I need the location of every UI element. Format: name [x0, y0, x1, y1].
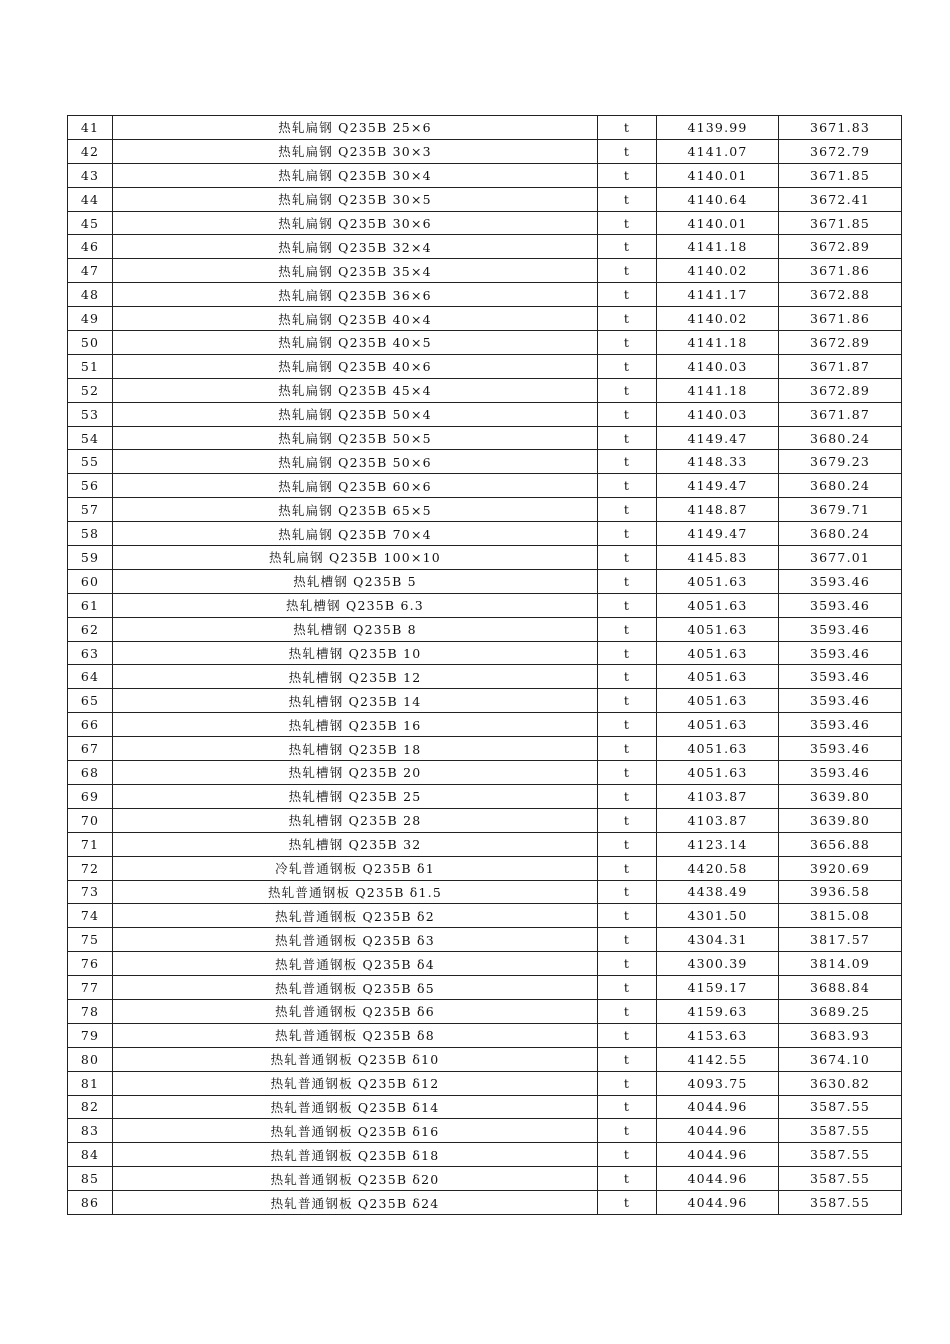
material-name-cell: 热轧扁钢 Q235B 30×4: [113, 163, 598, 187]
material-name-cell: 热轧普通钢板 Q235B δ5: [113, 976, 598, 1000]
price-tax-included-cell: 4149.47: [657, 426, 779, 450]
row-number-cell: 59: [68, 546, 113, 570]
price-tax-excluded-cell: 3936.58: [779, 880, 902, 904]
price-tax-included-cell: 4140.03: [657, 354, 779, 378]
row-number-cell: 84: [68, 1143, 113, 1167]
price-tax-included-cell: 4141.18: [657, 378, 779, 402]
material-name-cell: 热轧扁钢 Q235B 50×6: [113, 450, 598, 474]
unit-cell: t: [598, 402, 657, 426]
price-tax-included-cell: 4159.63: [657, 999, 779, 1023]
material-name-cell: 热轧普通钢板 Q235B δ14: [113, 1095, 598, 1119]
unit-cell: t: [598, 1119, 657, 1143]
unit-cell: t: [598, 904, 657, 928]
material-name-cell: 热轧扁钢 Q235B 50×4: [113, 402, 598, 426]
unit-cell: t: [598, 474, 657, 498]
price-tax-excluded-cell: 3593.46: [779, 737, 902, 761]
price-tax-excluded-cell: 3671.85: [779, 163, 902, 187]
price-tax-excluded-cell: 3815.08: [779, 904, 902, 928]
unit-cell: t: [598, 378, 657, 402]
price-tax-excluded-cell: 3680.24: [779, 426, 902, 450]
table-row: [68, 116, 902, 140]
price-tax-excluded-cell: 3587.55: [779, 1167, 902, 1191]
row-number-cell: 62: [68, 617, 113, 641]
price-tax-included-cell: 4140.02: [657, 259, 779, 283]
price-tax-excluded-cell: 3593.46: [779, 569, 902, 593]
unit-cell: t: [598, 498, 657, 522]
price-tax-excluded-cell: 3587.55: [779, 1143, 902, 1167]
unit-cell: t: [598, 856, 657, 880]
table-row: [68, 1047, 902, 1071]
material-price-table: [67, 115, 902, 1215]
unit-cell: t: [598, 426, 657, 450]
table-row: [68, 307, 902, 331]
price-tax-included-cell: 4051.63: [657, 689, 779, 713]
unit-cell: t: [598, 450, 657, 474]
table-row: [68, 713, 902, 737]
material-name-cell: 热轧普通钢板 Q235B δ18: [113, 1143, 598, 1167]
table-row: [68, 808, 902, 832]
price-tax-included-cell: 4103.87: [657, 808, 779, 832]
material-name-cell: 热轧槽钢 Q235B 25: [113, 784, 598, 808]
price-tax-excluded-cell: 3639.80: [779, 808, 902, 832]
material-name-cell: 热轧扁钢 Q235B 100×10: [113, 546, 598, 570]
row-number-cell: 70: [68, 808, 113, 832]
row-number-cell: 64: [68, 665, 113, 689]
price-tax-included-cell: 4051.63: [657, 569, 779, 593]
row-number-cell: 55: [68, 450, 113, 474]
unit-cell: t: [598, 617, 657, 641]
material-name-cell: 热轧扁钢 Q235B 45×4: [113, 378, 598, 402]
material-name-cell: 冷轧普通钢板 Q235B δ1: [113, 856, 598, 880]
unit-cell: t: [598, 999, 657, 1023]
unit-cell: t: [598, 1071, 657, 1095]
table-row: [68, 1095, 902, 1119]
price-tax-included-cell: 4139.99: [657, 116, 779, 140]
row-number-cell: 58: [68, 522, 113, 546]
row-number-cell: 69: [68, 784, 113, 808]
table-row: [68, 546, 902, 570]
unit-cell: t: [598, 641, 657, 665]
unit-cell: t: [598, 713, 657, 737]
unit-cell: t: [598, 522, 657, 546]
price-tax-excluded-cell: 3593.46: [779, 617, 902, 641]
price-tax-excluded-cell: 3680.24: [779, 522, 902, 546]
material-name-cell: 热轧扁钢 Q235B 60×6: [113, 474, 598, 498]
material-name-cell: 热轧槽钢 Q235B 32: [113, 832, 598, 856]
unit-cell: t: [598, 283, 657, 307]
price-tax-included-cell: 4140.01: [657, 211, 779, 235]
row-number-cell: 56: [68, 474, 113, 498]
price-tax-excluded-cell: 3593.46: [779, 593, 902, 617]
unit-cell: t: [598, 1047, 657, 1071]
price-tax-included-cell: 4051.63: [657, 761, 779, 785]
price-tax-excluded-cell: 3671.83: [779, 116, 902, 140]
table-row: [68, 761, 902, 785]
price-tax-excluded-cell: 3587.55: [779, 1191, 902, 1215]
price-tax-included-cell: 4304.31: [657, 928, 779, 952]
row-number-cell: 74: [68, 904, 113, 928]
row-number-cell: 45: [68, 211, 113, 235]
table-row: [68, 976, 902, 1000]
row-number-cell: 50: [68, 331, 113, 355]
table-row: [68, 498, 902, 522]
material-name-cell: 热轧普通钢板 Q235B δ16: [113, 1119, 598, 1143]
table-row: [68, 283, 902, 307]
material-name-cell: 热轧槽钢 Q235B 14: [113, 689, 598, 713]
price-tax-included-cell: 4141.18: [657, 331, 779, 355]
material-name-cell: 热轧扁钢 Q235B 65×5: [113, 498, 598, 522]
material-name-cell: 热轧普通钢板 Q235B δ12: [113, 1071, 598, 1095]
price-tax-excluded-cell: 3679.71: [779, 498, 902, 522]
price-tax-excluded-cell: 3677.01: [779, 546, 902, 570]
price-tax-excluded-cell: 3639.80: [779, 784, 902, 808]
price-tax-included-cell: 4141.18: [657, 235, 779, 259]
unit-cell: t: [598, 331, 657, 355]
material-name-cell: 热轧扁钢 Q235B 36×6: [113, 283, 598, 307]
table-row: [68, 331, 902, 355]
price-tax-included-cell: 4140.02: [657, 307, 779, 331]
table-row: [68, 1119, 902, 1143]
table-row: [68, 426, 902, 450]
row-number-cell: 68: [68, 761, 113, 785]
row-number-cell: 75: [68, 928, 113, 952]
material-name-cell: 热轧普通钢板 Q235B δ10: [113, 1047, 598, 1071]
price-tax-excluded-cell: 3671.86: [779, 307, 902, 331]
price-tax-excluded-cell: 3679.23: [779, 450, 902, 474]
price-tax-excluded-cell: 3593.46: [779, 665, 902, 689]
price-tax-excluded-cell: 3672.41: [779, 187, 902, 211]
table-row: [68, 665, 902, 689]
table-body: [68, 116, 902, 1215]
price-tax-excluded-cell: 3593.46: [779, 761, 902, 785]
row-number-cell: 51: [68, 354, 113, 378]
row-number-cell: 83: [68, 1119, 113, 1143]
price-tax-included-cell: 4051.63: [657, 593, 779, 617]
price-tax-included-cell: 4103.87: [657, 784, 779, 808]
unit-cell: t: [598, 187, 657, 211]
unit-cell: t: [598, 235, 657, 259]
table-row: [68, 474, 902, 498]
price-tax-included-cell: 4149.47: [657, 522, 779, 546]
table-row: [68, 378, 902, 402]
row-number-cell: 82: [68, 1095, 113, 1119]
unit-cell: t: [598, 832, 657, 856]
table-row: [68, 999, 902, 1023]
row-number-cell: 60: [68, 569, 113, 593]
price-tax-included-cell: 4159.17: [657, 976, 779, 1000]
unit-cell: t: [598, 1143, 657, 1167]
price-tax-included-cell: 4145.83: [657, 546, 779, 570]
table-row: [68, 832, 902, 856]
row-number-cell: 53: [68, 402, 113, 426]
table-row: [68, 235, 902, 259]
unit-cell: t: [598, 761, 657, 785]
table-row: [68, 952, 902, 976]
price-tax-included-cell: 4301.50: [657, 904, 779, 928]
unit-cell: t: [598, 784, 657, 808]
row-number-cell: 42: [68, 139, 113, 163]
unit-cell: t: [598, 808, 657, 832]
table-row: [68, 928, 902, 952]
price-tax-included-cell: 4140.01: [657, 163, 779, 187]
price-tax-included-cell: 4420.58: [657, 856, 779, 880]
row-number-cell: 85: [68, 1167, 113, 1191]
table-row: [68, 354, 902, 378]
table-row: [68, 259, 902, 283]
row-number-cell: 48: [68, 283, 113, 307]
price-tax-included-cell: 4438.49: [657, 880, 779, 904]
table-row: [68, 450, 902, 474]
unit-cell: t: [598, 211, 657, 235]
unit-cell: t: [598, 976, 657, 1000]
table-row: [68, 187, 902, 211]
unit-cell: t: [598, 928, 657, 952]
price-tax-excluded-cell: 3671.85: [779, 211, 902, 235]
material-name-cell: 热轧槽钢 Q235B 6.3: [113, 593, 598, 617]
row-number-cell: 81: [68, 1071, 113, 1095]
unit-cell: t: [598, 546, 657, 570]
row-number-cell: 66: [68, 713, 113, 737]
row-number-cell: 80: [68, 1047, 113, 1071]
price-tax-excluded-cell: 3689.25: [779, 999, 902, 1023]
row-number-cell: 47: [68, 259, 113, 283]
row-number-cell: 49: [68, 307, 113, 331]
unit-cell: t: [598, 116, 657, 140]
material-name-cell: 热轧扁钢 Q235B 25×6: [113, 116, 598, 140]
material-name-cell: 热轧普通钢板 Q235B δ2: [113, 904, 598, 928]
table-row: [68, 784, 902, 808]
material-name-cell: 热轧普通钢板 Q235B δ1.5: [113, 880, 598, 904]
material-name-cell: 热轧普通钢板 Q235B δ4: [113, 952, 598, 976]
table-row: [68, 593, 902, 617]
table-row: [68, 1143, 902, 1167]
price-tax-included-cell: 4300.39: [657, 952, 779, 976]
row-number-cell: 44: [68, 187, 113, 211]
price-tax-included-cell: 4142.55: [657, 1047, 779, 1071]
material-name-cell: 热轧扁钢 Q235B 40×4: [113, 307, 598, 331]
table-row: [68, 1023, 902, 1047]
price-tax-included-cell: 4044.96: [657, 1095, 779, 1119]
material-name-cell: 热轧扁钢 Q235B 35×4: [113, 259, 598, 283]
table-row: [68, 1167, 902, 1191]
material-name-cell: 热轧槽钢 Q235B 18: [113, 737, 598, 761]
row-number-cell: 46: [68, 235, 113, 259]
row-number-cell: 63: [68, 641, 113, 665]
price-tax-excluded-cell: 3656.88: [779, 832, 902, 856]
material-name-cell: 热轧扁钢 Q235B 40×6: [113, 354, 598, 378]
price-tax-included-cell: 4051.63: [657, 737, 779, 761]
price-tax-included-cell: 4044.96: [657, 1143, 779, 1167]
price-tax-excluded-cell: 3817.57: [779, 928, 902, 952]
price-tax-excluded-cell: 3672.79: [779, 139, 902, 163]
price-tax-excluded-cell: 3814.09: [779, 952, 902, 976]
price-tax-excluded-cell: 3671.87: [779, 402, 902, 426]
unit-cell: t: [598, 1023, 657, 1047]
price-tax-included-cell: 4148.33: [657, 450, 779, 474]
material-name-cell: 热轧槽钢 Q235B 16: [113, 713, 598, 737]
price-tax-excluded-cell: 3672.89: [779, 378, 902, 402]
price-tax-included-cell: 4141.07: [657, 139, 779, 163]
table-row: [68, 402, 902, 426]
unit-cell: t: [598, 593, 657, 617]
row-number-cell: 65: [68, 689, 113, 713]
row-number-cell: 43: [68, 163, 113, 187]
price-tax-included-cell: 4140.64: [657, 187, 779, 211]
price-tax-excluded-cell: 3674.10: [779, 1047, 902, 1071]
row-number-cell: 73: [68, 880, 113, 904]
row-number-cell: 41: [68, 116, 113, 140]
material-name-cell: 热轧槽钢 Q235B 10: [113, 641, 598, 665]
unit-cell: t: [598, 737, 657, 761]
unit-cell: t: [598, 1095, 657, 1119]
unit-cell: t: [598, 569, 657, 593]
table-row: [68, 880, 902, 904]
price-tax-included-cell: 4123.14: [657, 832, 779, 856]
unit-cell: t: [598, 1191, 657, 1215]
material-name-cell: 热轧扁钢 Q235B 40×5: [113, 331, 598, 355]
price-tax-included-cell: 4149.47: [657, 474, 779, 498]
material-name-cell: 热轧扁钢 Q235B 30×6: [113, 211, 598, 235]
row-number-cell: 72: [68, 856, 113, 880]
material-name-cell: 热轧普通钢板 Q235B δ24: [113, 1191, 598, 1215]
price-tax-included-cell: 4051.63: [657, 665, 779, 689]
unit-cell: t: [598, 259, 657, 283]
price-tax-included-cell: 4141.17: [657, 283, 779, 307]
row-number-cell: 76: [68, 952, 113, 976]
table-row: [68, 211, 902, 235]
material-name-cell: 热轧槽钢 Q235B 12: [113, 665, 598, 689]
table-row: [68, 904, 902, 928]
price-tax-excluded-cell: 3920.69: [779, 856, 902, 880]
row-number-cell: 52: [68, 378, 113, 402]
price-tax-excluded-cell: 3672.88: [779, 283, 902, 307]
price-sheet: [67, 115, 901, 1215]
price-tax-excluded-cell: 3593.46: [779, 713, 902, 737]
price-tax-excluded-cell: 3672.89: [779, 331, 902, 355]
material-name-cell: 热轧普通钢板 Q235B δ6: [113, 999, 598, 1023]
row-number-cell: 79: [68, 1023, 113, 1047]
table-row: [68, 569, 902, 593]
row-number-cell: 71: [68, 832, 113, 856]
unit-cell: t: [598, 880, 657, 904]
row-number-cell: 57: [68, 498, 113, 522]
unit-cell: t: [598, 689, 657, 713]
material-name-cell: 热轧扁钢 Q235B 70×4: [113, 522, 598, 546]
price-tax-excluded-cell: 3680.24: [779, 474, 902, 498]
row-number-cell: 54: [68, 426, 113, 450]
table-row: [68, 856, 902, 880]
table-row: [68, 1191, 902, 1215]
price-tax-excluded-cell: 3672.89: [779, 235, 902, 259]
price-tax-included-cell: 4153.63: [657, 1023, 779, 1047]
price-tax-included-cell: 4044.96: [657, 1191, 779, 1215]
price-tax-excluded-cell: 3593.46: [779, 641, 902, 665]
row-number-cell: 61: [68, 593, 113, 617]
material-name-cell: 热轧扁钢 Q235B 50×5: [113, 426, 598, 450]
price-tax-excluded-cell: 3587.55: [779, 1095, 902, 1119]
table-row: [68, 1071, 902, 1095]
material-name-cell: 热轧普通钢板 Q235B δ20: [113, 1167, 598, 1191]
price-tax-included-cell: 4051.63: [657, 713, 779, 737]
table-row: [68, 641, 902, 665]
price-tax-included-cell: 4044.96: [657, 1167, 779, 1191]
table-row: [68, 737, 902, 761]
table-row: [68, 522, 902, 546]
price-tax-excluded-cell: 3683.93: [779, 1023, 902, 1047]
material-name-cell: 热轧普通钢板 Q235B δ3: [113, 928, 598, 952]
price-tax-included-cell: 4093.75: [657, 1071, 779, 1095]
price-tax-excluded-cell: 3671.86: [779, 259, 902, 283]
material-name-cell: 热轧槽钢 Q235B 28: [113, 808, 598, 832]
unit-cell: t: [598, 952, 657, 976]
table-row: [68, 139, 902, 163]
price-tax-included-cell: 4044.96: [657, 1119, 779, 1143]
table-row: [68, 617, 902, 641]
material-name-cell: 热轧槽钢 Q235B 5: [113, 569, 598, 593]
unit-cell: t: [598, 1167, 657, 1191]
price-tax-excluded-cell: 3630.82: [779, 1071, 902, 1095]
unit-cell: t: [598, 665, 657, 689]
unit-cell: t: [598, 163, 657, 187]
price-tax-excluded-cell: 3671.87: [779, 354, 902, 378]
price-tax-included-cell: 4051.63: [657, 617, 779, 641]
row-number-cell: 67: [68, 737, 113, 761]
price-tax-excluded-cell: 3688.84: [779, 976, 902, 1000]
material-name-cell: 热轧扁钢 Q235B 30×3: [113, 139, 598, 163]
material-name-cell: 热轧普通钢板 Q235B δ8: [113, 1023, 598, 1047]
row-number-cell: 86: [68, 1191, 113, 1215]
table-row: [68, 163, 902, 187]
material-name-cell: 热轧槽钢 Q235B 8: [113, 617, 598, 641]
material-name-cell: 热轧扁钢 Q235B 32×4: [113, 235, 598, 259]
price-tax-excluded-cell: 3593.46: [779, 689, 902, 713]
price-tax-included-cell: 4051.63: [657, 641, 779, 665]
row-number-cell: 77: [68, 976, 113, 1000]
unit-cell: t: [598, 139, 657, 163]
material-name-cell: 热轧扁钢 Q235B 30×5: [113, 187, 598, 211]
table-row: [68, 689, 902, 713]
unit-cell: t: [598, 354, 657, 378]
price-tax-included-cell: 4140.03: [657, 402, 779, 426]
price-tax-excluded-cell: 3587.55: [779, 1119, 902, 1143]
material-name-cell: 热轧槽钢 Q235B 20: [113, 761, 598, 785]
row-number-cell: 78: [68, 999, 113, 1023]
price-tax-included-cell: 4148.87: [657, 498, 779, 522]
unit-cell: t: [598, 307, 657, 331]
